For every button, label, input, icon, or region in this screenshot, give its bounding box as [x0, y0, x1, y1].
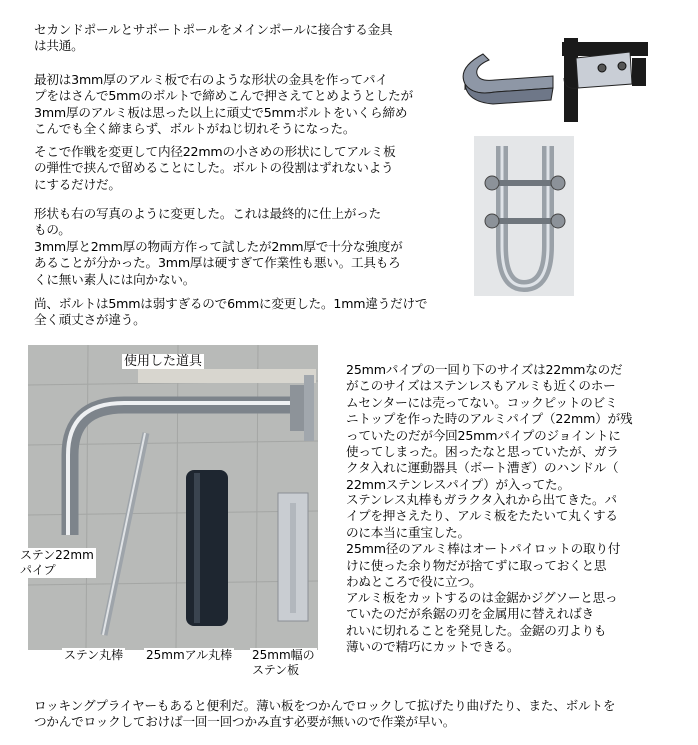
- pipe-size-paragraph: 25mmパイプの一回り下のサイズは22mmなのだ がこのサイズはステンレスもアルミも近くのホー ムセンターには売ってない。コックピットのビミ ニトップを作った時のアルミパイプ（22mm）が残 っていたのだが今回25mmパイプのジョイントに 使ってしまった。困ったなと思っていたが、ガラ クタ入れに運動器具（ボート漕ぎ）のハンドル（ 22mmステンレスパイプ）が入ってた。: [346, 362, 633, 492]
- first-attempt-paragraph: 最初は3mm厚のアルミ板で右のような形状の金具を作ってパイ プをはさんで5mmのボルトで締めこんで押さえてとめようとしたが 3mm厚のアルミ板は思った以上に頑丈で5mmボルトをいくら締め こんでも全く締まらず、ボルトがねじ切れそうになった。: [34, 72, 413, 137]
- label-aluminum-rod: 25mmアル丸棒: [146, 648, 233, 662]
- round-bar-paragraph: ステンレス丸棒もガラクタ入れから出てきた。パ イプを押さえたり、アルミ板をたたいて丸くする のに本当に重宝した。 25mm径のアルミ棒はオートパイロットの取り付 けに使った余り物だが捨てずに取っておくと思 わぬところで役に立つ。: [346, 492, 621, 590]
- final-shape-paragraph: 形状も右の写真のように変更した。これは最終的に仕上がった もの。 3mm厚と2mm厚の物両方作って試したが2mm厚で十分な強度が あることが分かった。3mm厚は硬すぎて作業性も悪い。工具もろ くに無い素人には向かない。: [34, 206, 403, 287]
- intro-paragraph: セカンドポールとサポートポールをメインポールに接合する金具 は共通。: [34, 22, 393, 54]
- bracket-sketch-image: [455, 40, 555, 110]
- locking-pliers-paragraph: ロッキングプライヤーもあると便利だ。薄い板をつかんでロックして拡げたり曲げたり、また、ボルトを つかんでロックしておけば一回一回つかみ直す必要が無いので作業が早い。: [34, 698, 616, 730]
- pole-clamp-sketch-image: [560, 28, 650, 123]
- label-stainless-plate: 25mm幅の ステン板: [252, 648, 315, 677]
- label-stainless-pipe: ステン22mm パイプ: [20, 548, 94, 577]
- strategy-change-paragraph: そこで作戦を変更して内径22mmの小さめの形状にしてアルミ板 の弾性で挟んで留めることにした。ボルトの役割はずれないよう にするだけだ。: [34, 144, 396, 192]
- cutting-paragraph: アルミ板をカットするのは金鋸かジグソーと思っ ていたのだが糸鋸の刃を金属用に替えればき れいに切れることを発見した。金鋸の刃よりも 薄いので精巧にカットできる。: [346, 590, 618, 655]
- finished-clamp-photo: [474, 136, 574, 296]
- tools-photo: [28, 345, 318, 650]
- label-stainless-rod: ステン丸棒: [64, 648, 124, 662]
- bolt-size-paragraph: 尚、ボルトは5mmは弱すぎるので6mmに変更した。1mm違うだけで 全く頑丈さが違う。: [34, 296, 428, 328]
- label-tools-used: 使用した道具: [124, 354, 203, 369]
